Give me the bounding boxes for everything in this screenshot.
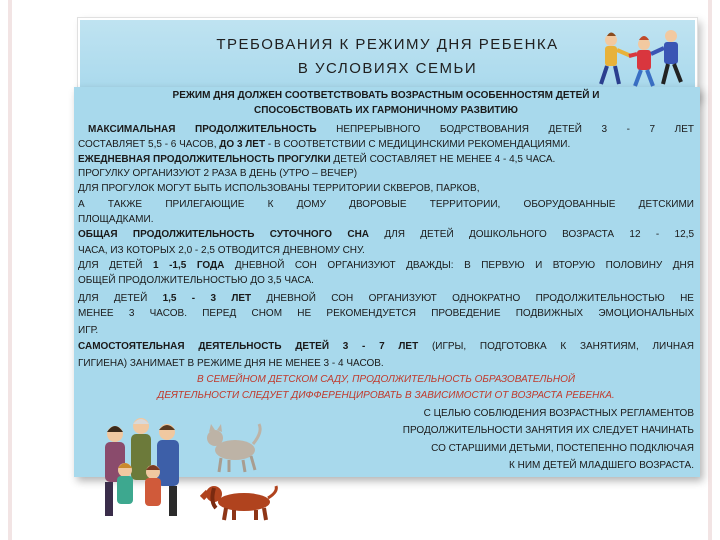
text-span: НЕПРЕРЫВНОГО БОДРСТВОВАНИЯ ДЕТЕЙ 3 - 7 ЛЕТ <box>316 124 694 135</box>
text-line-9: ЧАСА, ИЗ КОТОРЫХ 2,0 - 2,5 ОТВОДИТСЯ ДНЕВНОМУ СНУ. <box>78 245 365 256</box>
text-span: ДЛЯ ДЕТЕЙ <box>78 293 163 304</box>
text-line-3 <box>78 153 694 166</box>
title-line-2: В УСЛОВИЯХ СЕМЬИ <box>297 60 478 77</box>
text-span: ДЕТЕЙ СОСТАВЛЯЕТ НЕ МЕНЕЕ 4 - 4,5 ЧАСА. <box>330 154 556 165</box>
text-bold: МАКСИМАЛЬНАЯ ПРОДОЛЖИТЕЛЬНОСТЬ <box>88 124 317 135</box>
skating-family-illustration <box>589 26 689 94</box>
text-line-11: ОБЩЕЙ ПРОДОЛЖИТЕЛЬНОСТЬЮ ДО 3,5 ЧАСА. <box>78 275 314 286</box>
text-span: ДНЕВНОЙ СОН ОРГАНИЗУЮТ ДВАЖДЫ: В ПЕРВУЮ И ВТОРУЮ ПОЛОВИНУ ДНЯ <box>224 260 694 271</box>
note-line-2: ПРОДОЛЖИТЕЛЬНОСТИ ЗАНЯТИЯ ИХ СЛЕДУЕТ НАЧИНАТЬ <box>402 425 694 436</box>
note-line-4: К НИМ ДЕТЕЙ МЛАДШЕГО ВОЗРАСТА. <box>509 460 694 471</box>
text-bold: 1 -1,5 ГОДА <box>153 260 225 271</box>
heading-line-2: СПОСОБСТВОВАТЬ ИХ ГАРМОНИЧНОМУ РАЗВИТИЮ <box>254 105 518 116</box>
heading-line-1: РЕЖИМ ДНЯ ДОЛЖЕН СООТВЕТСТВОВАТЬ ВОЗРАСТНЫМ ОСОБЕННОСТЯМ ДЕТЕЙ И <box>172 90 600 101</box>
text-line-14: ИГР. <box>78 325 99 336</box>
text-span: (ИГРЫ, ПОДГОТОВКА К ЗАНЯТИЯМ, ЛИЧНАЯ <box>418 341 694 352</box>
text-line-13: МЕНЕЕ 3 ЧАСОВ. ПЕРЕД СНОМ НЕ РЕКОМЕНДУЕТСЯ ПРОВЕДЕНИЕ ПОДВИЖНЫХ ЭМОЦИОНАЛЬНЫХ <box>78 308 694 319</box>
text-bold: ДО 3 ЛЕТ <box>219 139 266 150</box>
title-line-1: ТРЕБОВАНИЯ К РЕЖИМУ ДНЯ РЕБЕНКА <box>216 36 559 53</box>
text-line-5: ДЛЯ ПРОГУЛОК МОГУТ БЫТЬ ИСПОЛЬЗОВАНЫ ТЕРРИТОРИИ СКВЕРОВ, ПАРКОВ, <box>78 183 480 194</box>
cat-illustration <box>205 420 265 475</box>
text-line-12 <box>78 292 694 305</box>
text-bold: САМОСТОЯТЕЛЬНАЯ ДЕЯТЕЛЬНОСТЬ ДЕТЕЙ 3 - 7 ЛЕТ <box>78 341 419 352</box>
note-line-1: С ЦЕЛЬЮ СОБЛЮДЕНИЯ ВОЗРАСТНЫХ РЕГЛАМЕНТОВ <box>423 408 694 419</box>
text-line-15 <box>78 340 694 353</box>
dachshund-illustration <box>200 478 280 528</box>
highlight-line-1: В СЕМЕЙНОМ ДЕТСКОМ САДУ, ПРОДОЛЖИТЕЛЬНОСТЬ ОБРАЗОВАТЕЛЬНОЙ <box>196 374 576 385</box>
family-group-illustration <box>95 410 195 520</box>
text-line-6: А ТАКЖЕ ПРИЛЕГАЮЩИЕ К ДОМУ ДВОРОВЫЕ ТЕРРИТОРИИ, ОБОРУДОВАННЫЕ ДЕТСКИМИ <box>78 199 694 210</box>
text-line-1 <box>88 123 694 136</box>
highlight-line-2: ДЕЯТЕЛЬНОСТИ СЛЕДУЕТ ДИФФЕРЕНЦИРОВАТЬ В ЗАВИСИМОСТИ ОТ ВОЗРАСТА РЕБЕНКА. <box>157 390 615 401</box>
text-span: - В СООТВЕТСТВИИ С МЕДИЦИНСКИМИ РЕКОМЕНДАЦИЯМИ. <box>265 139 571 150</box>
text-line-2 <box>78 138 694 151</box>
text-line-4: ПРОГУЛКУ ОРГАНИЗУЮТ 2 РАЗА В ДЕНЬ (УТРО – ВЕЧЕР) <box>78 168 358 179</box>
text-span: ДЛЯ ДЕТЕЙ <box>78 260 153 271</box>
text-bold: 1,5 - 3 ЛЕТ <box>162 293 252 304</box>
text-line-10 <box>78 259 694 272</box>
text-line-16: ГИГИЕНА) ЗАНИМАЕТ В РЕЖИМЕ ДНЯ НЕ МЕНЕЕ 3 - 4 ЧАСОВ. <box>78 358 384 369</box>
left-edge-bar <box>8 0 12 540</box>
text-span: ДЛЯ ДЕТЕЙ ДОШКОЛЬНОГО ВОЗРАСТА 12 - 12,5 <box>369 229 695 240</box>
text-line-7: ПЛОЩАДКАМИ. <box>78 214 154 225</box>
right-edge-bar <box>708 0 712 540</box>
note-line-3: СО СТАРШИМИ ДЕТЬМИ, ПОСТЕПЕННО ПОДКЛЮЧАЯ <box>431 443 694 454</box>
text-span: ДНЕВНОЙ СОН ОРГАНИЗУЮТ ОДНОКРАТНО ПРОДОЛЖИТЕЛЬНОСТЬЮ НЕ <box>251 293 694 304</box>
text-span: СОСТАВЛЯЕТ 5,5 - 6 ЧАСОВ, <box>78 139 220 150</box>
text-line-8 <box>78 228 694 241</box>
text-bold: ОБЩАЯ ПРОДОЛЖИТЕЛЬНОСТЬ СУТОЧНОГО СНА <box>78 229 370 240</box>
text-bold: ЕЖЕДНЕВНАЯ ПРОДОЛЖИТЕЛЬНОСТЬ ПРОГУЛКИ <box>78 154 331 165</box>
